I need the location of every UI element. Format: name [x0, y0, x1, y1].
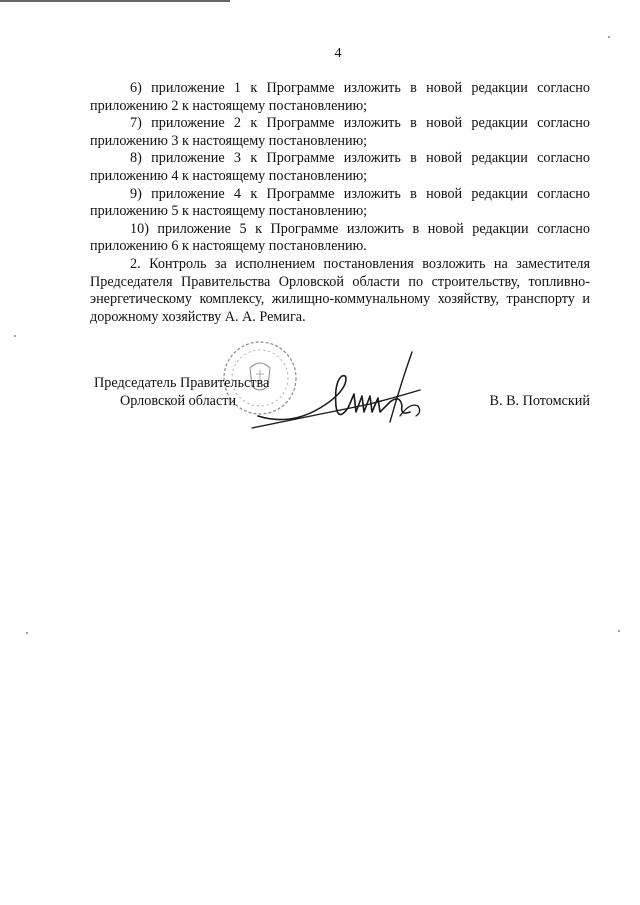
signatory-name: В. В. Потомский [489, 393, 590, 409]
scan-speck [608, 36, 610, 38]
scan-speck [26, 632, 28, 634]
signatory-position-line-2: Орловской области [120, 393, 237, 409]
document-body [90, 80, 590, 326]
signatory-position-line-1: Председатель Правительства [94, 375, 270, 391]
paragraph-item-6: 6) приложение 1 к Программе изложить в новой редакции согласно приложению 2 к настоящему постановлению; [90, 80, 590, 114]
paragraph-item-8: 8) приложение 3 к Программе изложить в новой редакции согласно приложению 4 к настоящему постановлению; [90, 150, 590, 184]
scan-speck [14, 335, 16, 337]
paragraph-item-7: 7) приложение 2 к Программе изложить в новой редакции согласно приложению 3 к настоящему постановлению; [90, 115, 590, 149]
page-number: 4 [334, 46, 342, 61]
paragraph-item-9: 9) приложение 4 к Программе изложить в новой редакции согласно приложению 5 к настоящему постановлению; [90, 185, 590, 220]
scan-speck [618, 630, 620, 632]
handwritten-signature [250, 346, 440, 432]
paragraph-item-10: 10) приложение 5 к Программе изложить в новой редакции согласно приложению 6 к настоящему постановлению. [90, 220, 590, 255]
paragraph-control-clause: 2. Контроль за исполнением постановления возложить на заместителя Председателя Правительства Орловской области по строительству, топливно-энергетическому комплексу, жилищно-коммунальному хозяйству, транспорту и дорожному хозяйству А. А. Ремига. [90, 255, 590, 325]
top-scan-border [0, 0, 230, 2]
